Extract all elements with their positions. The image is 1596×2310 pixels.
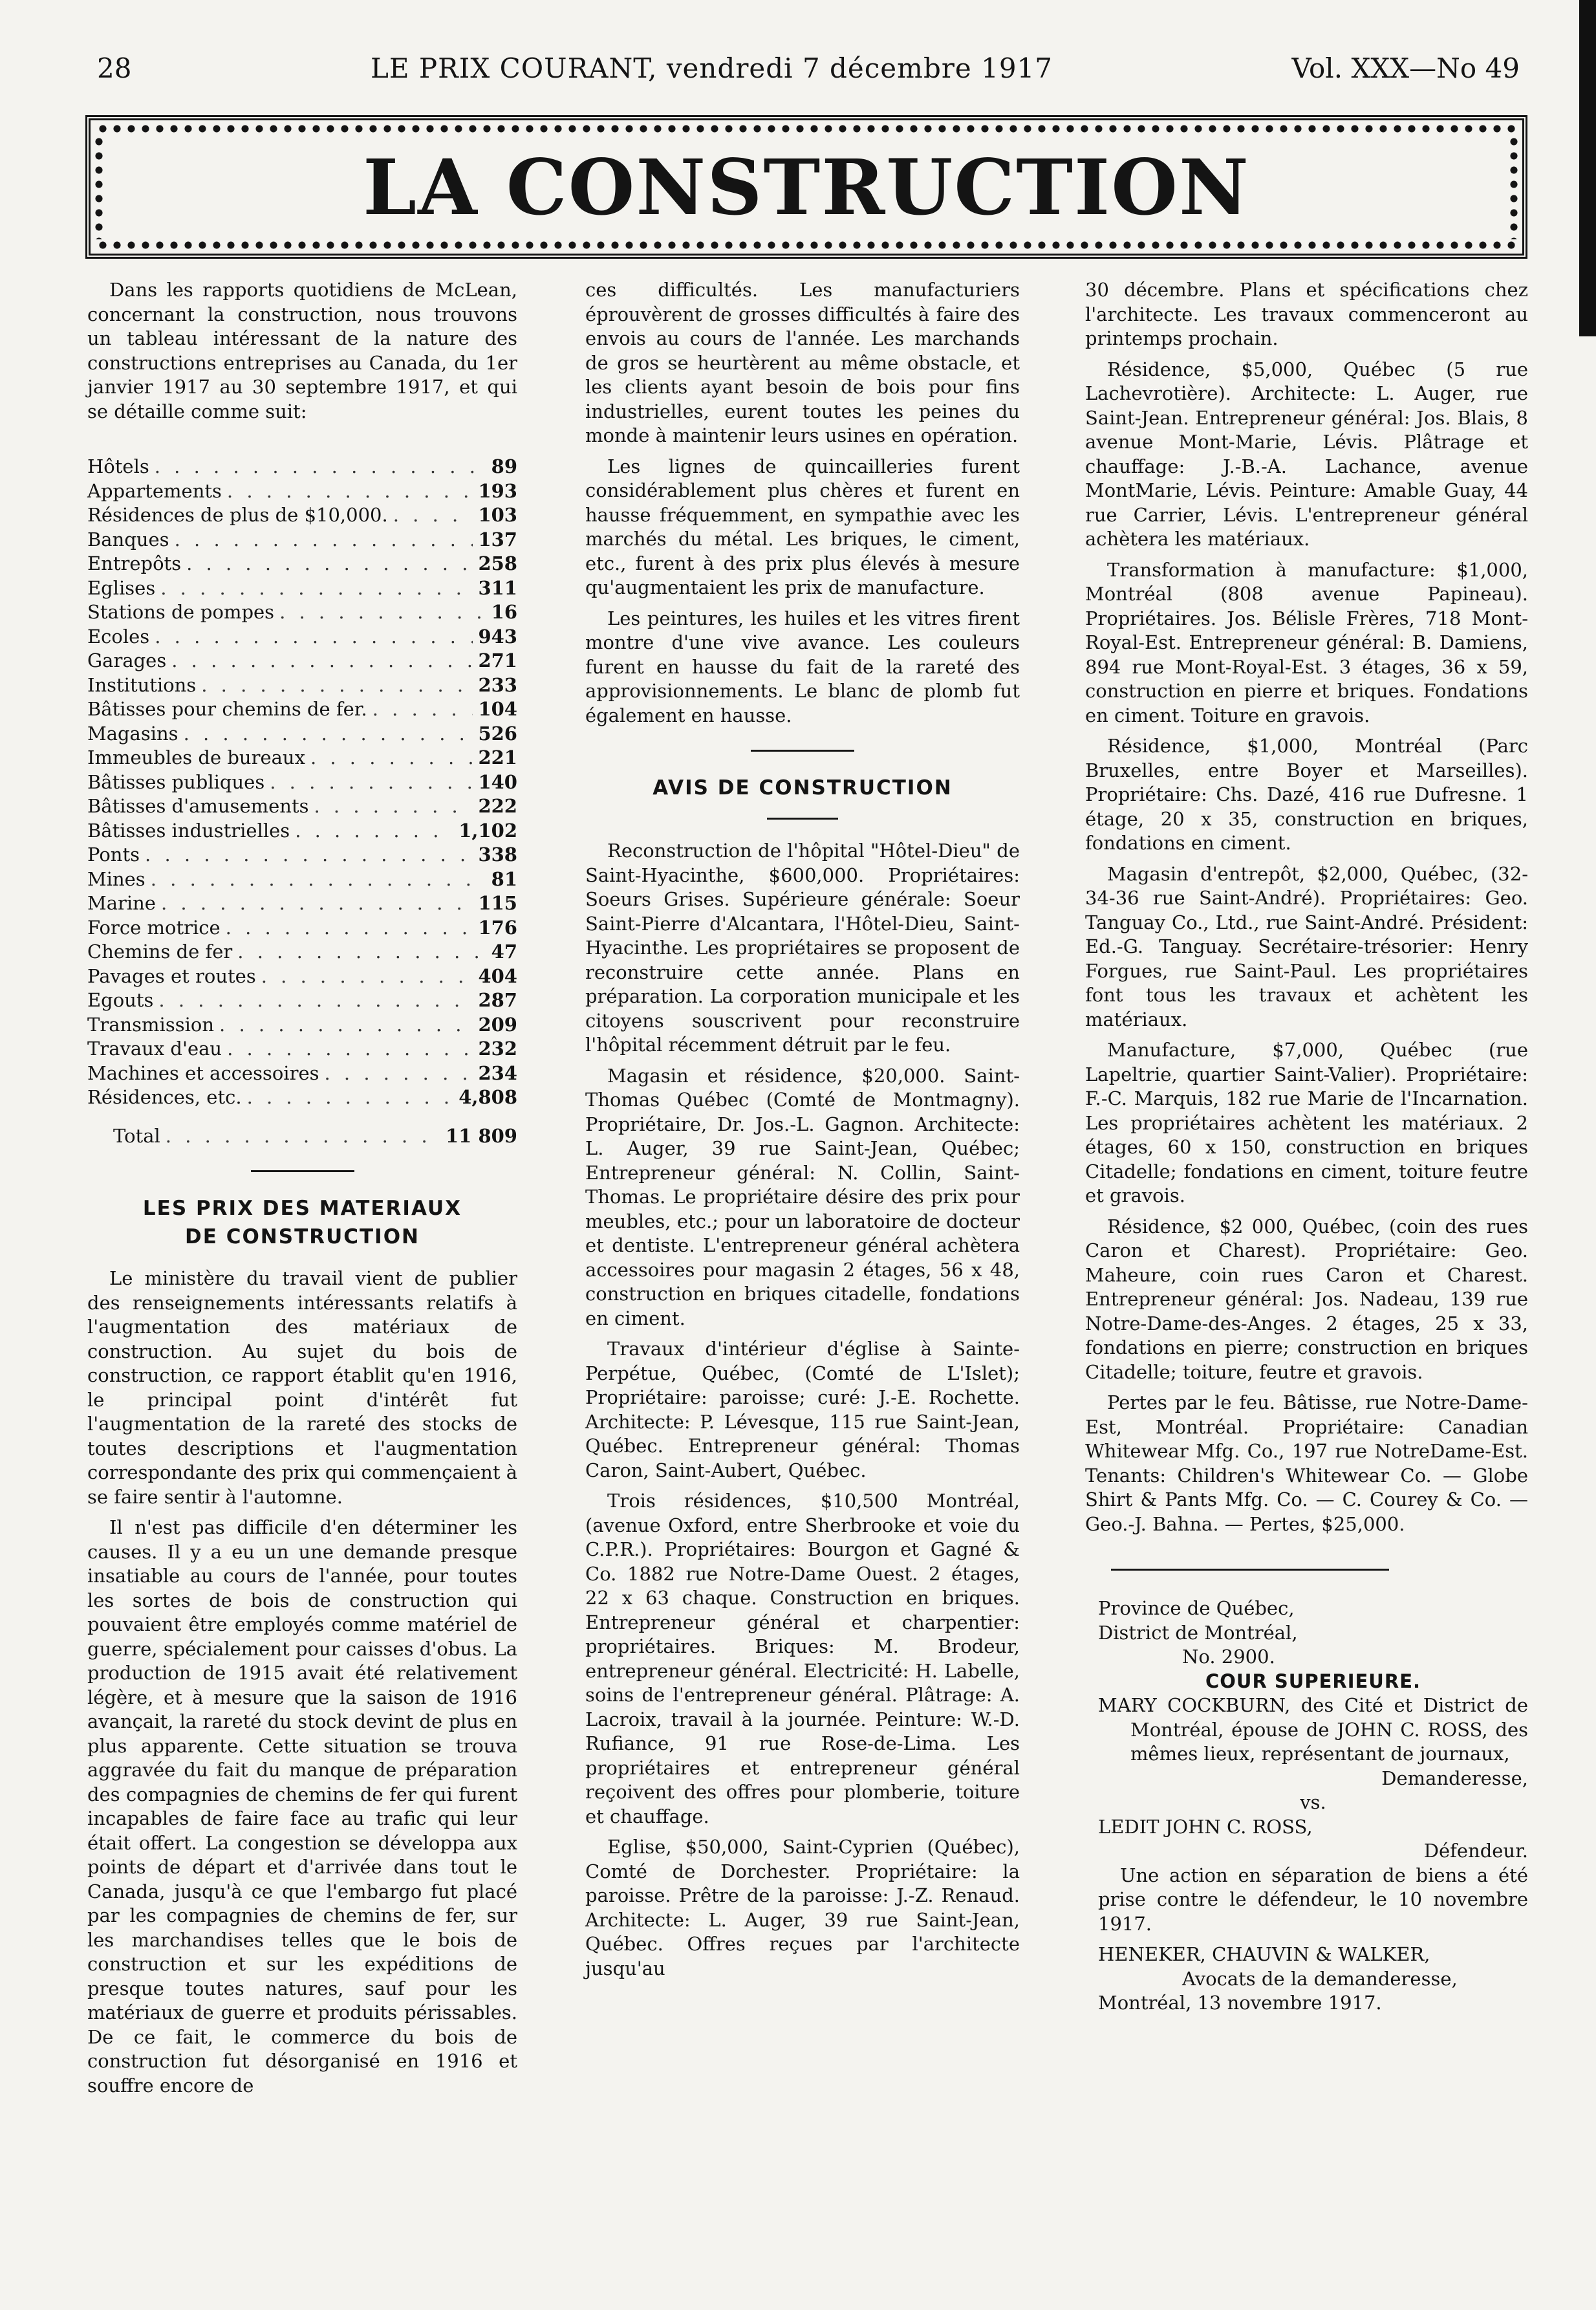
stats-row (87, 455, 517, 479)
dot-leader (151, 867, 486, 892)
court-plaintiff-role: Demanderesse, (1381, 1767, 1528, 1789)
dot-leader (171, 649, 473, 673)
stats-row-name: Magasins (87, 722, 178, 745)
dot-leader (166, 1124, 440, 1149)
stats-row-name: Résidences de plus de $10,000. (87, 504, 388, 526)
stats-row-name: Stations de pompes (87, 601, 275, 623)
stats-row-value: 103 (478, 504, 517, 526)
dot-leader (261, 964, 473, 989)
dot-leader (227, 479, 473, 504)
dot-leader (160, 576, 473, 601)
stats-row-value: 104 (478, 698, 517, 720)
section-title-avis: AVIS DE CONSTRUCTION (652, 776, 953, 800)
stats-row-value: 4,808 (458, 1086, 517, 1108)
court-defendant: LEDIT JOHN C. ROSS, (1098, 1815, 1313, 1838)
dot-leader (155, 455, 486, 479)
section-title-line: DE CONSTRUCTION (185, 1225, 420, 1248)
stats-row-name: Bâtisses d'amusements (87, 795, 309, 817)
dot-leader (219, 1013, 473, 1038)
stats-row-name: Bâtisses pour chemins de fer. (87, 698, 367, 720)
article-paragraph: Il n'est pas difficile d'en déterminer les causes. Il y a eu un une demande presque insatiable au cours de l'année, pour toutes les sortes de bois de construction qui pouvaient être employés comme matériel de guerre, spécialement pour caisses d'obus. La production de 1915 avait été relativement légère, et à mesure que la saison de 1916 avançait, la rareté du stock devint de plus en plus apparente. Cette situation se trouva aggravée du fait du manque de préparation des compagnies de chemins de fer qui furent incapables de faire face au trafic qui leur était offert. La congestion se développa aux points de départ et d'arrivée dans tout le Canada, jusqu'à ce que l'embargo fut placé par les compagnies de chemins de fer, sur les marchandises telles que le bois de construction et sur les expéditions de presque toutes natures, sauf pour les matériaux de guerre et produits périssables. De ce fait, le commerce du bois de construction fut désorganisé en 1916 et souffre encore de (87, 1516, 517, 2097)
stats-row (87, 479, 517, 504)
stats-row (87, 794, 517, 819)
stats-row-value: 526 (478, 722, 517, 745)
stats-row-name: Force motrice (87, 916, 221, 939)
stats-row-name: Entrepôts (87, 552, 182, 574)
banner-border-dots (96, 124, 1517, 133)
dot-leader (295, 819, 453, 844)
stats-row-value: 258 (478, 552, 517, 574)
dot-leader (325, 1062, 473, 1086)
stats-row (87, 988, 517, 1013)
stats-row (87, 1062, 517, 1086)
stats-row-name: Ecoles (87, 625, 150, 648)
stats-row-value: 16 (491, 601, 517, 623)
dot-leader (227, 1037, 473, 1062)
column-2 (585, 278, 1020, 1987)
dot-leader (155, 625, 473, 649)
banner-border-dots (96, 241, 1517, 250)
stats-row-value: 115 (478, 892, 517, 914)
stats-row (87, 964, 517, 989)
article-paragraph: Le ministère du travail vient de publier des renseignements intéressants relatifs à l'augmentation des matériaux de construction. Au sujet du bois de construction, ce rapport établit qu'en 1916, le principal point d'intérêt fut l'augmentation de la rareté des stocks de toutes descriptions et l'augmentation correspondante des prix qui commençaient à se faire sentir à l'automne. (87, 1267, 517, 1508)
page-number: 28 (97, 52, 132, 84)
stats-row-value: 404 (478, 964, 517, 987)
intro-paragraph: Dans les rapports quotidiens de McLean, concernant la construction, nous trouvons un tableau intéressant de la nature des constructions entreprises au Canada, du 1er janvier 1917 au 30 septembre 1917, et qui se détaille comme suit: (87, 279, 517, 422)
stats-row-value: 221 (478, 746, 517, 768)
dot-leader (201, 673, 473, 698)
stats-row-value: 193 (478, 479, 517, 502)
dot-leader (184, 722, 473, 746)
publication-line: LE PRIX COURANT, vendredi 7 décembre 1917 (370, 52, 1053, 84)
article-paragraph: Les peintures, les huiles et les vitres firent montre d'une vive avance. Les couleurs furent en hausse du fait de la rareté des approvisionnements. Le blanc de plomb fut également en hausse. (585, 607, 1020, 726)
stats-row-name: Appartements (87, 479, 222, 502)
construction-notice: Manufacture, $7,000, Québec (rue Lapeltrie, quartier Saint-Valier). Propriétaire: F.-C. Marquis, 182 rue Marie de l'Incarnation. Les propriétaires achètent les matériaux. 2 étages, 60 x 150, construction en briques Citadelle; fondations en ciment, toiture feutre et gravois. (1085, 1039, 1528, 1206)
dot-leader (175, 528, 473, 552)
total-label: Total (113, 1124, 160, 1147)
section-title-prix (87, 1194, 517, 1251)
page-header (97, 45, 1520, 91)
construction-notice: Eglise, $50,000, Saint-Cyprien (Québec), Comté de Dorchester. Propriétaire: la paroisse. Prêtre de la paroisse: J.-Z. Renaud. Architecte: L. Auger, 39 rue Saint-Jean, Québec. Offres reçues par l'architecte jusqu'au (585, 1836, 1020, 1979)
stats-row-value: 176 (478, 916, 517, 939)
stats-row-name: Hôtels (87, 455, 149, 477)
stats-total-row (87, 1124, 517, 1149)
court-lawyers: HENEKER, CHAUVIN & WALKER, (1098, 1943, 1430, 1965)
stats-row-name: Egouts (87, 989, 154, 1011)
construction-notice: Transformation à manufacture: $1,000, Montréal (808 avenue Papineau). Propriétaires. Jos. Bélisle Frères, 718 Mont-Royal-Est. Entrepreneur général: B. Damiens, 894 rue Mont-Royal-Est. 3 étages, 36 x 59, construction en pierre et briques. Fondations en ciment. Toiture en gravois. (1085, 558, 1528, 726)
dot-leader (247, 1085, 454, 1110)
dot-leader (237, 940, 486, 964)
dot-leader (158, 988, 473, 1013)
court-number: No. 2900. (1182, 1646, 1275, 1668)
stats-row-name: Institutions (87, 673, 197, 696)
total-value: 11 809 (446, 1124, 517, 1147)
stats-row (87, 843, 517, 867)
stats-row-value: 338 (478, 844, 517, 866)
construction-notice: Résidence, $2 000, Québec, (coin des rues Caron et Charest). Propriétaire: Geo. Maheure, coin rues Caron et Charest. Entrepreneur général: Jos. Nadeau, 139 rue Notre-Dame-des-Anges. 2 étages, 25 x 33, fondations en pierre; construction en briques Citadelle; toiture, feutre et gravois. (1085, 1215, 1528, 1383)
stats-row-value: 1,102 (458, 819, 517, 842)
section-title-line: LES PRIX DES MATERIAUX (142, 1197, 462, 1220)
dot-leader (279, 600, 486, 625)
dot-leader (161, 891, 473, 916)
stats-row-name: Bâtisses industrielles (87, 819, 290, 842)
volume-number: Vol. XXX—No 49 (1291, 52, 1520, 84)
stats-row-name: Transmission (87, 1013, 215, 1036)
stats-row-name: Mines (87, 867, 146, 890)
stats-row (87, 1085, 517, 1110)
scan-edge (1579, 0, 1596, 336)
construction-notice: Magasin d'entrepôt, $2,000, Québec, (32-34-36 rue Saint-André). Propriétaires: Geo. Tanguay Co., Ltd., rue Saint-André. Président: Ed.-G. Tanguay. Secrétaire-trésorier: Henry Forgues, rue Saint-Paul. Les propriétaires font tous les travaux et achètent les matériaux. (1085, 862, 1528, 1030)
construction-notice: Pertes par le feu. Bâtisse, rue Notre-Dame-Est, Montréal. Propriétaire: Canadian Whitewear Mfg. Co., 197 rue NotreDame-Est. Tenants: Children's Whitewear Co. — Globe Shirt & Pants Mfg. Co. — C. Courey & Co. — Geo.-J. Bahna. — Pertes, $25,000. (1085, 1391, 1528, 1535)
stats-row (87, 528, 517, 552)
construction-notice: 30 décembre. Plans et spécifications chez l'architecte. Les travaux commenceront au printemps prochain. (1085, 279, 1528, 349)
stats-row-name: Bâtisses publiques (87, 770, 265, 793)
stats-row (87, 697, 517, 722)
stats-row (87, 891, 517, 916)
construction-notice: Résidence, $5,000, Québec (5 rue Lachevrotière). Architecte: L. Auger, rue Saint-Jean. Entrepreneur général: Jos. Blais, 8 avenue Mont-Marie, Lévis. Plâtrage et chauffage: J.-B.-A. Lachance, avenue MontMarie, Lévis. Peinture: Amable Guay, 44 rue Carrier, Lévis. L'entrepreneur général achètera les matériaux. (1085, 358, 1528, 550)
stats-row-value: 234 (478, 1062, 517, 1084)
court-province: Province de Québec, (1098, 1597, 1295, 1619)
court-name: COUR SUPERIEURE. (1205, 1670, 1421, 1692)
stats-row (87, 819, 517, 844)
article-paragraph: ces difficultés. Les manufacturiers éprouvèrent de grosses difficultés à faire des envois au cours de l'année. Les marchands de gros se heurtèrent au même obstacle, et les clients ayant besoin de bois pour fins industrielles, eurent toutes les peines du monde à maintenir leurs usines en opération. (585, 279, 1020, 446)
court-versus: vs. (1300, 1791, 1326, 1813)
court-district: District de Montréal, (1098, 1621, 1298, 1644)
stats-row (87, 1013, 517, 1038)
stats-row (87, 722, 517, 746)
stats-row-name: Chemins de fer (87, 941, 233, 963)
court-plaintiff: MARY COCKBURN, des Cité et District de Montréal, épouse de JOHN C. ROSS, des mêmes lieux, représentant de journaux, (1098, 1694, 1528, 1765)
dot-leader (226, 916, 473, 941)
court-action: Une action en séparation de biens a été prise contre le défendeur, le 10 novembre 1917. (1098, 1864, 1528, 1935)
stats-row (87, 1037, 517, 1062)
stats-row-value: 232 (478, 1038, 517, 1060)
stats-row-value: 222 (478, 795, 517, 817)
court-defendant-role: Défendeur. (1423, 1840, 1528, 1862)
stats-row-name: Travaux d'eau (87, 1038, 222, 1060)
divider (767, 818, 838, 820)
divider (751, 750, 854, 752)
stats-row-value: 81 (491, 867, 517, 890)
stats-row (87, 600, 517, 625)
stats-row-value: 47 (491, 941, 517, 963)
column-3 (1085, 278, 1528, 2016)
stats-row (87, 916, 517, 941)
divider (1111, 1569, 1389, 1571)
stats-row (87, 770, 517, 795)
construction-notice: Trois résidences, $10,500 Montréal, (avenue Oxford, entre Sherbrooke et voie du C.P.R.). Propriétaires: Bourgon et Gagné & Co. 1882 rue Notre-Dame Ouest. 2 étages, 22 x 63 chaque. Construction en briques. Entrepreneur général et charpentier: propriétaires. Briques: M. Brodeur, entrepreneur général. Electricité: H. Labelle, soins de l'entrepreneur général. Plâtrage: A. Lacroix, travail à la journée. Peinture: W.-D. Rufiance, 91 rue Rose-de-Lima. Les propriétaires et entrepreneur général reçoivent des offres pour plomberie, toiture et chauffage. (585, 1490, 1020, 1827)
court-notice (1085, 1596, 1528, 2016)
stats-row-value: 140 (478, 770, 517, 793)
stats-row (87, 867, 517, 892)
page-title: LA CONSTRUCTION (363, 142, 1250, 232)
stats-row (87, 552, 517, 576)
stats-row (87, 503, 517, 528)
stats-row-value: 209 (478, 1013, 517, 1036)
dot-leader (314, 794, 473, 819)
banner-border-dots (1509, 135, 1518, 239)
stats-row (87, 673, 517, 698)
construction-stats-table (87, 455, 517, 1110)
stats-row-value: 943 (478, 625, 517, 648)
construction-notice: Magasin et résidence, $20,000. Saint-Thomas Québec (Comté de Montmagny). Propriétaire, Dr. Jos.-L. Gagnon. Architecte: L. Auger, 39 rue Saint-Jean, Québec; Entrepreneur général: N. Collin, Saint-Thomas. Le propriétaire désire des prix pour meubles, etc.; pour un laboratoire de docteur et dentiste. L'entrepreneur général achètera accessoires pour magasin 2 étages, 56 x 48, construction en briques citadelle, fondations en ciment. (585, 1064, 1020, 1329)
stats-row (87, 625, 517, 649)
stats-row-value: 287 (478, 989, 517, 1011)
dot-leader (310, 746, 473, 770)
stats-row-value: 89 (491, 455, 517, 477)
stats-row-name: Machines et accessoires (87, 1062, 319, 1084)
section-banner (85, 115, 1527, 259)
stats-row-value: 233 (478, 673, 517, 696)
stats-row (87, 940, 517, 964)
column-1 (87, 278, 517, 2104)
dot-leader (393, 503, 473, 528)
dot-leader (186, 552, 473, 576)
stats-row-name: Ponts (87, 844, 140, 866)
stats-row-name: Banques (87, 528, 169, 550)
construction-notice: Reconstruction de l'hôpital "Hôtel-Dieu" de Saint-Hyacinthe, $600,000. Propriétaires: Soeurs Grises. Supérieure générale: Soeur Saint-Pierre d'Alcantara, l'Hôtel-Dieu, Saint-Hyacinthe. Les propriétaires se proposent de reconstruire cette année. Plans en préparation. La corporation municipale et les citoyens souscrivent pour reconstruire l'hôpital récemment détruit par le feu. (585, 840, 1020, 1056)
construction-notice: Travaux d'intérieur d'église à Sainte-Perpétue, Québec, (Comté de L'Islet); Propriétaire: paroisse; curé: J.-E. Rochette. Architecte: P. Lévesque, 115 rue Saint-Jean, Québec. Entrepreneur général: Thomas Caron, Saint-Aubert, Québec. (585, 1338, 1020, 1481)
dot-leader (145, 843, 473, 867)
stats-row-name: Immeubles de bureaux (87, 746, 305, 768)
stats-row-value: 137 (478, 528, 517, 550)
stats-row (87, 649, 517, 673)
dot-leader (372, 697, 473, 722)
construction-notice: Résidence, $1,000, Montréal (Parc Bruxelles, entre Boyer et Marseilles). Propriétaire: Chs. Dazé, 416 rue Dufresne. 1 étage, 20 x 35, construction en briques, fondations en ciment. (1085, 735, 1528, 854)
banner-border-dots (94, 135, 103, 239)
dot-leader (270, 770, 473, 795)
court-date: Montréal, 13 novembre 1917. (1098, 1992, 1382, 2014)
article-paragraph: Les lignes de quincailleries furent considérablement plus chères et furent en hausse fréquemment, en sympathie avec les marchés du métal. Les briques, le ciment, etc., furent à des prix plus élevés à mesure qu'augmentaient les prix de manufacture. (585, 455, 1020, 598)
stats-row-value: 311 (478, 576, 517, 599)
stats-row-name: Garages (87, 649, 167, 671)
stats-row-name: Marine (87, 892, 156, 914)
court-lawyers-role: Avocats de la demanderesse, (1182, 1967, 1458, 1990)
stats-row (87, 746, 517, 770)
stats-row-name: Résidences, etc. (87, 1086, 242, 1108)
divider (251, 1170, 354, 1172)
stats-row-value: 271 (478, 649, 517, 671)
stats-row-name: Eglises (87, 576, 156, 599)
stats-row-name: Pavages et routes (87, 964, 256, 987)
stats-row (87, 576, 517, 601)
